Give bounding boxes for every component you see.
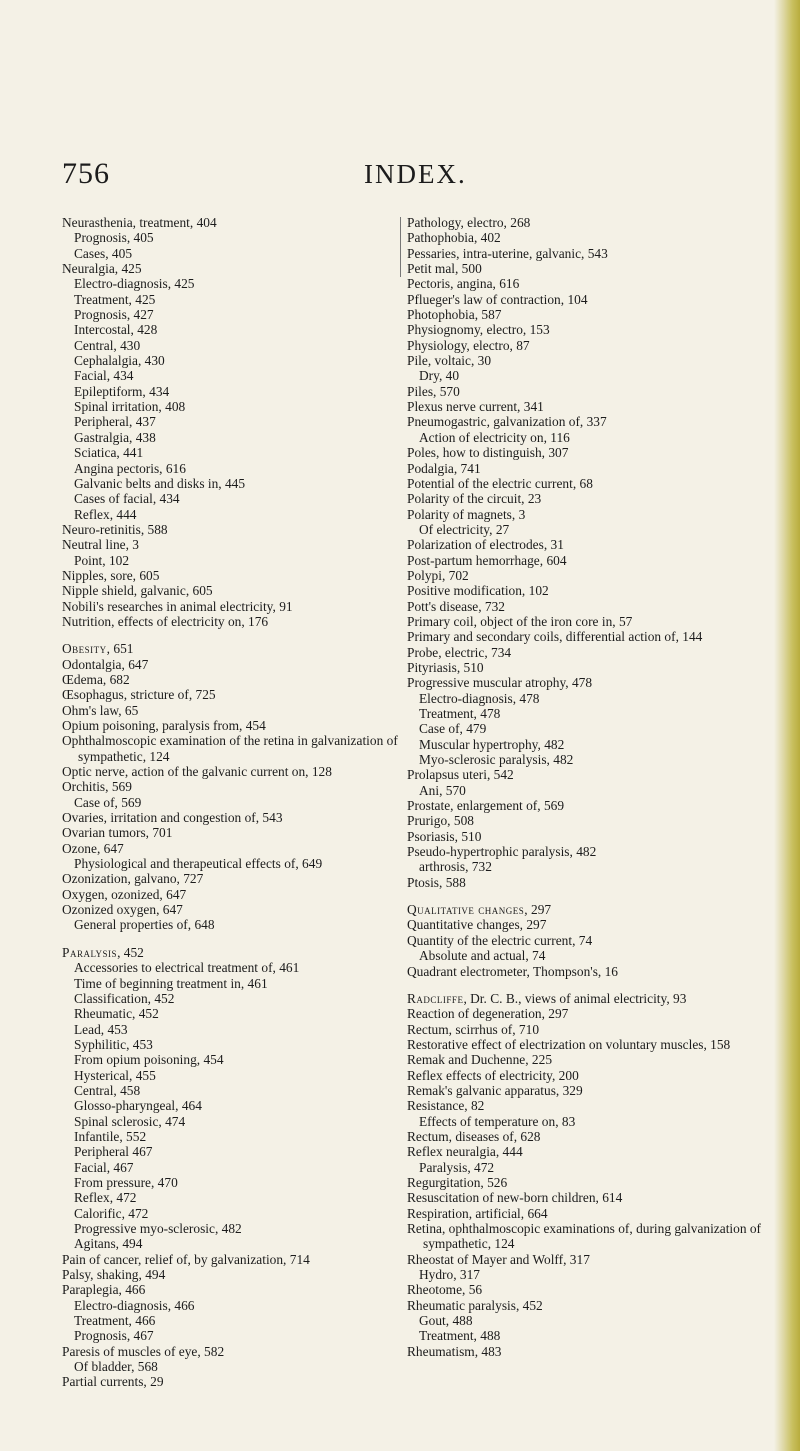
index-entry: Optic nerve, action of the galvanic current on, 128 — [62, 764, 332, 780]
index-entry: Primary and secondary coils, differential action of, 144 — [407, 629, 703, 645]
index-entry: Poles, how to distinguish, 307 — [407, 445, 569, 461]
index-entry: Point, 102 — [74, 552, 130, 568]
index-entry: Dry, 40 — [419, 368, 460, 384]
index-entry: Treatment, 466 — [74, 1313, 156, 1329]
index-entry: Facial, 434 — [74, 368, 134, 384]
index-entry: Ovaries, irritation and congestion of, 543 — [62, 810, 283, 826]
index-entry: Qualitative changes, 297 — [407, 902, 552, 918]
index-entry: Treatment, 488 — [419, 1328, 501, 1344]
index-entry: Potential of the electric current, 68 — [407, 475, 593, 491]
page-header — [62, 157, 762, 197]
index-entry: Polarity of magnets, 3 — [407, 506, 526, 522]
index-entry: Photophobia, 587 — [407, 307, 502, 323]
index-entry: Time of beginning treatment in, 461 — [74, 975, 268, 991]
index-entry: Hydro, 317 — [419, 1267, 480, 1283]
index-entry: Rheumatic paralysis, 452 — [407, 1297, 543, 1313]
index-entry: Pile, voltaic, 30 — [407, 353, 492, 369]
index-entry: Quadrant electrometer, Thompson's, 16 — [407, 963, 618, 979]
index-entry: Reflex neuralgia, 444 — [407, 1144, 523, 1160]
index-entry: Remak's galvanic apparatus, 329 — [407, 1082, 583, 1098]
index-entry: Quantity of the electric current, 74 — [407, 932, 593, 948]
index-entry: Central, 458 — [74, 1082, 141, 1098]
index-entry: Cases of facial, 434 — [74, 491, 180, 507]
index-entry: Gout, 488 — [419, 1313, 473, 1329]
index-entry: Cephalalgia, 430 — [74, 353, 165, 369]
index-entry: Spinal sclerosic, 474 — [74, 1113, 186, 1129]
index-entry: From pressure, 470 — [74, 1174, 178, 1190]
index-entry: Action of electricity on, 116 — [419, 429, 570, 445]
index-entry: Prognosis, 427 — [74, 307, 154, 323]
index-entry: Physiological and therapeutical effects of, 649 — [74, 856, 323, 872]
index-entry: Nipples, sore, 605 — [62, 567, 160, 583]
index-entry: Ohm's law, 65 — [62, 702, 139, 718]
index-entry: Probe, electric, 734 — [407, 644, 512, 660]
index-entry: Œdema, 682 — [62, 671, 130, 687]
index-entry: Quantitative changes, 297 — [407, 917, 547, 933]
index-entry: Rheumatic, 452 — [74, 1006, 159, 1022]
index-entry: Neutral line, 3 — [62, 537, 139, 553]
index-entry: Pessaries, intra-uterine, galvanic, 543 — [407, 245, 608, 261]
index-entry: Partial currents, 29 — [62, 1374, 164, 1390]
index-entry: Pneumogastric, galvanization of, 337 — [407, 414, 607, 430]
index-entry: Prognosis, 467 — [74, 1328, 154, 1344]
index-entry: Accessories to electrical treatment of, 461 — [74, 960, 300, 976]
index-entry: Polarity of the circuit, 23 — [407, 491, 542, 507]
index-entry: Treatment, 478 — [419, 706, 501, 721]
index-entry: Classification, 452 — [74, 990, 175, 1006]
index-entry: From opium poisoning, 454 — [74, 1052, 224, 1068]
index-entry: Syphilitic, 453 — [74, 1036, 153, 1052]
index-entry: Polarization of electrodes, 31 — [407, 537, 564, 553]
index-entry: Ophthalmoscopic examination of the retina in galvanization of sympathetic, 124 — [62, 733, 398, 764]
index-entry: Angina pectoris, 616 — [74, 460, 186, 476]
index-entry: Reaction of degeneration, 297 — [407, 1006, 569, 1022]
index-entry: Rectum, diseases of, 628 — [407, 1128, 541, 1144]
index-entry: Nobili's researches in animal electricity, 91 — [62, 598, 293, 614]
index-entry: Pott's disease, 732 — [407, 598, 506, 614]
index-entry: Pathophobia, 402 — [407, 230, 501, 246]
index-entry: Paresis of muscles of eye, 582 — [62, 1343, 225, 1359]
index-entry: Paraplegia, 466 — [62, 1282, 146, 1298]
index-entry: Nutrition, effects of electricity on, 176 — [62, 613, 269, 629]
index-entry: Psoriasis, 510 — [407, 828, 482, 844]
index-entry: Petit mal, 500 — [407, 261, 482, 277]
index-entry: Myo-sclerosic paralysis, 482 — [419, 752, 574, 768]
index-entry: Plexus nerve current, 341 — [407, 399, 544, 415]
index-entry: Nipple shield, galvanic, 605 — [62, 583, 213, 599]
index-entry: Regurgitation, 526 — [407, 1174, 508, 1190]
index-entry: Neuralgia, 425 — [62, 261, 142, 277]
index-entry: Odontalgia, 647 — [62, 656, 149, 672]
page-title: INDEX. — [364, 159, 467, 189]
index-entry: Obesity, 651 — [62, 641, 134, 657]
index-entry: Electro-diagnosis, 478 — [419, 690, 540, 706]
index-entry: Rheotome, 56 — [407, 1282, 483, 1298]
index-column-left — [62, 215, 432, 1390]
index-entry: Reflex, 444 — [74, 506, 137, 522]
page-number: 756 — [62, 157, 110, 190]
index-entry: Electro-diagnosis, 425 — [74, 276, 195, 292]
index-entry: Peripheral 467 — [74, 1144, 153, 1160]
index-entry: Radcliffe, Dr. C. B., views of animal electricity, 93 — [407, 990, 687, 1006]
index-column-right — [407, 215, 787, 1359]
index-entry: Neuro-retinitis, 588 — [62, 521, 168, 537]
index-entry: Treatment, 425 — [74, 291, 156, 307]
index-entry: Neurasthenia, treatment, 404 — [62, 215, 217, 230]
index-entry: Infantile, 552 — [74, 1128, 147, 1144]
index-entry: Ozonization, galvano, 727 — [62, 871, 204, 887]
index-entry: Paralysis, 452 — [62, 944, 144, 960]
index-entry: Sciatica, 441 — [74, 445, 144, 461]
index-entry: Physiognomy, electro, 153 — [407, 322, 550, 338]
index-entry: Palsy, shaking, 494 — [62, 1267, 166, 1283]
index-entry: Reflex effects of electricity, 200 — [407, 1067, 579, 1083]
index-entry: Case of, 569 — [74, 794, 142, 810]
index-entry: Facial, 467 — [74, 1159, 134, 1175]
index-entry: Glosso-pharyngeal, 464 — [74, 1098, 202, 1114]
index-entry: Peripheral, 437 — [74, 414, 156, 430]
index-entry: Paralysis, 472 — [419, 1159, 495, 1175]
index-entry: Muscular hypertrophy, 482 — [419, 736, 565, 752]
index-entry: Prurigo, 508 — [407, 813, 474, 829]
index-entry: Galvanic belts and disks in, 445 — [74, 475, 246, 491]
index-entry: Ovarian tumors, 701 — [62, 825, 173, 841]
index-entry: Ani, 570 — [419, 782, 466, 798]
index-entry: Progressive myo-sclerosic, 482 — [74, 1221, 242, 1236]
index-entry: Pathology, electro, 268 — [407, 215, 531, 230]
index-entry: Pectoris, angina, 616 — [407, 276, 520, 292]
index-entry: Rheostat of Mayer and Wolff, 317 — [407, 1251, 590, 1267]
index-entry: Agitans, 494 — [74, 1236, 143, 1252]
index-entry: Remak and Duchenne, 225 — [407, 1052, 553, 1068]
index-entry: Respiration, artificial, 664 — [407, 1205, 548, 1221]
index-entry: Restorative effect of electrization on voluntary muscles, 158 — [407, 1036, 731, 1052]
index-entry: Podalgia, 741 — [407, 460, 481, 476]
index-entry: Gastralgia, 438 — [74, 429, 156, 445]
index-entry: Polypi, 702 — [407, 567, 469, 583]
index-entry: Prostate, enlargement of, 569 — [407, 798, 565, 814]
index-entry: Post-partum hemorrhage, 604 — [407, 552, 567, 568]
index-entry: Intercostal, 428 — [74, 322, 158, 338]
index-entry: Spinal irritation, 408 — [74, 399, 186, 415]
index-entry: Oxygen, ozonized, 647 — [62, 886, 187, 902]
index-entry: General properties of, 648 — [74, 917, 215, 933]
index-entry: Œsophagus, stricture of, 725 — [62, 687, 216, 703]
index-entry: Orchitis, 569 — [62, 779, 132, 795]
index-entry: Effects of temperature on, 83 — [419, 1113, 576, 1129]
index-entry: Prolapsus uteri, 542 — [407, 767, 514, 783]
index-entry: Pseudo-hypertrophic paralysis, 482 — [407, 844, 597, 860]
index-entry: Ozone, 647 — [62, 840, 124, 856]
index-entry: Lead, 453 — [74, 1021, 128, 1037]
index-entry: Pain of cancer, relief of, by galvanization, 714 — [62, 1251, 310, 1267]
index-entry: Opium poisoning, paralysis from, 454 — [62, 718, 266, 733]
index-entry: Ozonized oxygen, 647 — [62, 902, 183, 918]
index-entry: arthrosis, 732 — [419, 859, 492, 875]
index-entry: Primary coil, object of the iron core in, 57 — [407, 613, 633, 629]
index-entry: Pflueger's law of contraction, 104 — [407, 291, 588, 307]
index-entry: Hysterical, 455 — [74, 1067, 156, 1083]
index-entry: Prognosis, 405 — [74, 230, 154, 246]
index-entry: Pityriasis, 510 — [407, 659, 484, 675]
index-entry: Of electricity, 27 — [419, 521, 510, 537]
index-entry: Reflex, 472 — [74, 1190, 137, 1206]
index-entry: Resistance, 82 — [407, 1098, 485, 1114]
index-entry: Positive modification, 102 — [407, 583, 549, 599]
index-entry: Rectum, scirrhus of, 710 — [407, 1021, 540, 1037]
index-entry: Progressive muscular atrophy, 478 — [407, 675, 593, 691]
index-entry: Case of, 479 — [419, 721, 487, 737]
index-entry: Ptosis, 588 — [407, 874, 466, 890]
index-entry: Of bladder, 568 — [74, 1359, 158, 1375]
index-entry: Absolute and actual, 74 — [419, 948, 546, 964]
index-entry: Electro-diagnosis, 466 — [74, 1297, 195, 1313]
index-entry: Resuscitation of new-born children, 614 — [407, 1190, 623, 1206]
index-entry: Calorific, 472 — [74, 1205, 149, 1221]
index-entry: Physiology, electro, 87 — [407, 337, 530, 353]
index-entry: Rheumatism, 483 — [407, 1343, 502, 1359]
index-entry: Cases, 405 — [74, 245, 133, 261]
index-entry: Epileptiform, 434 — [74, 383, 170, 399]
index-entry: Retina, ophthalmoscopic examinations of, during galvanization of sympathetic, 124 — [407, 1221, 762, 1252]
index-entry: Central, 430 — [74, 337, 141, 353]
index-entry: Piles, 570 — [407, 383, 460, 399]
